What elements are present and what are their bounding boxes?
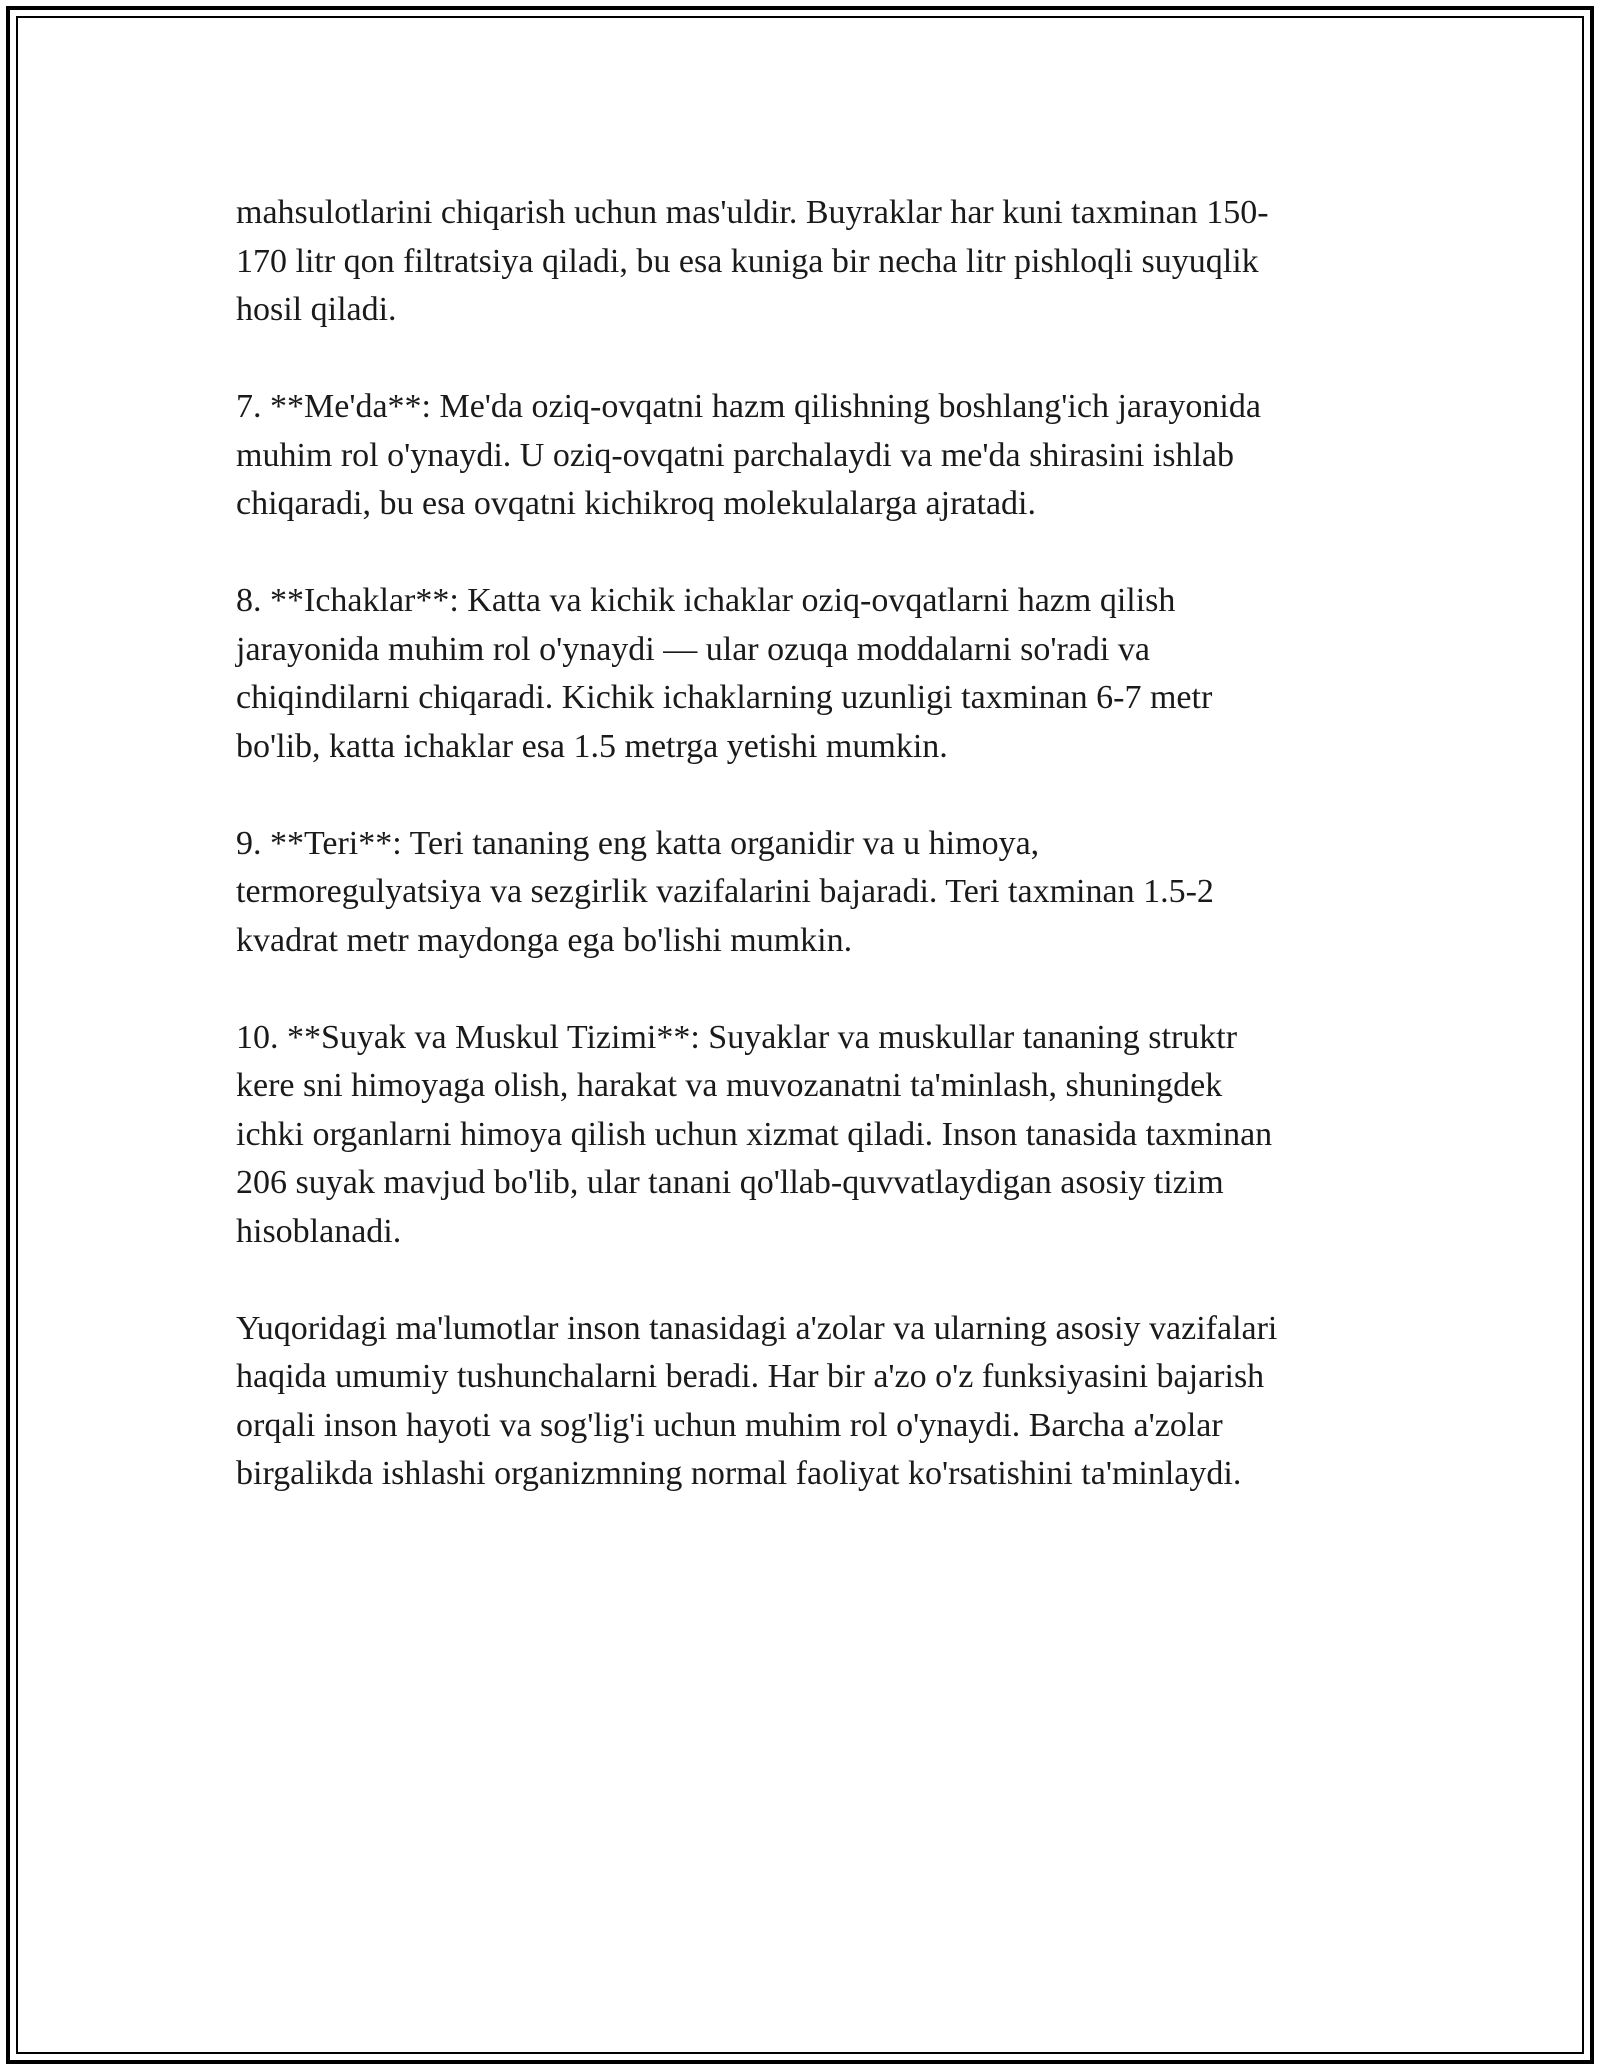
text-line: 206 suyak mavjud bo'lib, ular tanani qo'llab-quvvatlaydigan asosiy tizim: [236, 1164, 1224, 1201]
paragraph-buyraklar-continuation: [236, 189, 1376, 335]
text-line: haqida umumiy tushunchalarni beradi. Har bir a'zo o'z funksiyasini bajarish: [236, 1358, 1265, 1395]
text-line: 7. **Me'da**: Me'da oziq-ovqatni hazm qilishning boshlang'ich jarayonida: [236, 388, 1261, 425]
document-body: [236, 189, 1376, 1547]
text-line: 9. **Teri**: Teri tananing eng katta organidir va u himoya,: [236, 824, 1040, 862]
paragraph-xulosa: [236, 1305, 1376, 1499]
paragraph-ichaklar: [236, 577, 1376, 771]
text-line: 170 litr qon filtratsiya qiladi, bu esa kuniga bir necha litr pishloqli suyuqlik: [236, 242, 1259, 280]
text-line: jarayonida muhim rol o'ynaydi — ular ozuqa moddalarni so'radi va: [236, 630, 1150, 668]
text-line: chiqindilarni chiqaradi. Kichik ichaklarning uzunligi taxminan 6-7 metr: [236, 679, 1213, 716]
text-line: 10. **Suyak va Muskul Tizimi**: Suyaklar va muskullar tananing struktr: [236, 1018, 1238, 1056]
text-line: bo'lib, katta ichaklar esa 1.5 metrga yetishi mumkin.: [236, 727, 948, 765]
paragraph-meda: [236, 383, 1376, 529]
text-line: ichki organlarni himoya qilish uchun xizmat qiladi. Inson tanasida taxminan: [236, 1115, 1273, 1153]
text-line: kere sni himoyaga olish, harakat va muvozanatni ta'minlash, shuningdek: [236, 1067, 1223, 1104]
text-line: 8. **Ichaklar**: Katta va kichik ichaklar oziq-ovqatlarni hazm qilish: [236, 582, 1176, 619]
paragraph-suyak-muskul: [236, 1014, 1376, 1257]
text-line: birgalikda ishlashi organizmning normal faoliyat ko'rsatishini ta'minlaydi.: [236, 1455, 1242, 1492]
text-line: hosil qiladi.: [236, 291, 397, 328]
text-line: Yuqoridagi ma'lumotlar inson tanasidagi a'zolar va ularning asosiy vazifalari: [236, 1309, 1278, 1347]
text-line: orqali inson hayoti va sog'lig'i uchun muhim rol o'ynaydi. Barcha a'zolar: [236, 1406, 1223, 1444]
text-line: mahsulotlarini chiqarish uchun mas'uldir. Buyraklar har kuni taxminan 150-: [236, 194, 1269, 231]
text-line: muhim rol o'ynaydi. U oziq-ovqatni parchalaydi va me'da shirasini ishlab: [236, 436, 1235, 474]
text-line: termoregulyatsiya va sezgirlik vazifalarini bajaradi. Teri taxminan 1.5-2: [236, 873, 1214, 910]
text-line: kvadrat metr maydonga ega bo'lishi mumkin.: [236, 921, 853, 959]
paragraph-teri: [236, 820, 1376, 966]
text-line: hisoblanadi.: [236, 1212, 402, 1250]
text-line: chiqaradi, bu esa ovqatni kichikroq molekulalarga ajratadi.: [236, 485, 1036, 522]
